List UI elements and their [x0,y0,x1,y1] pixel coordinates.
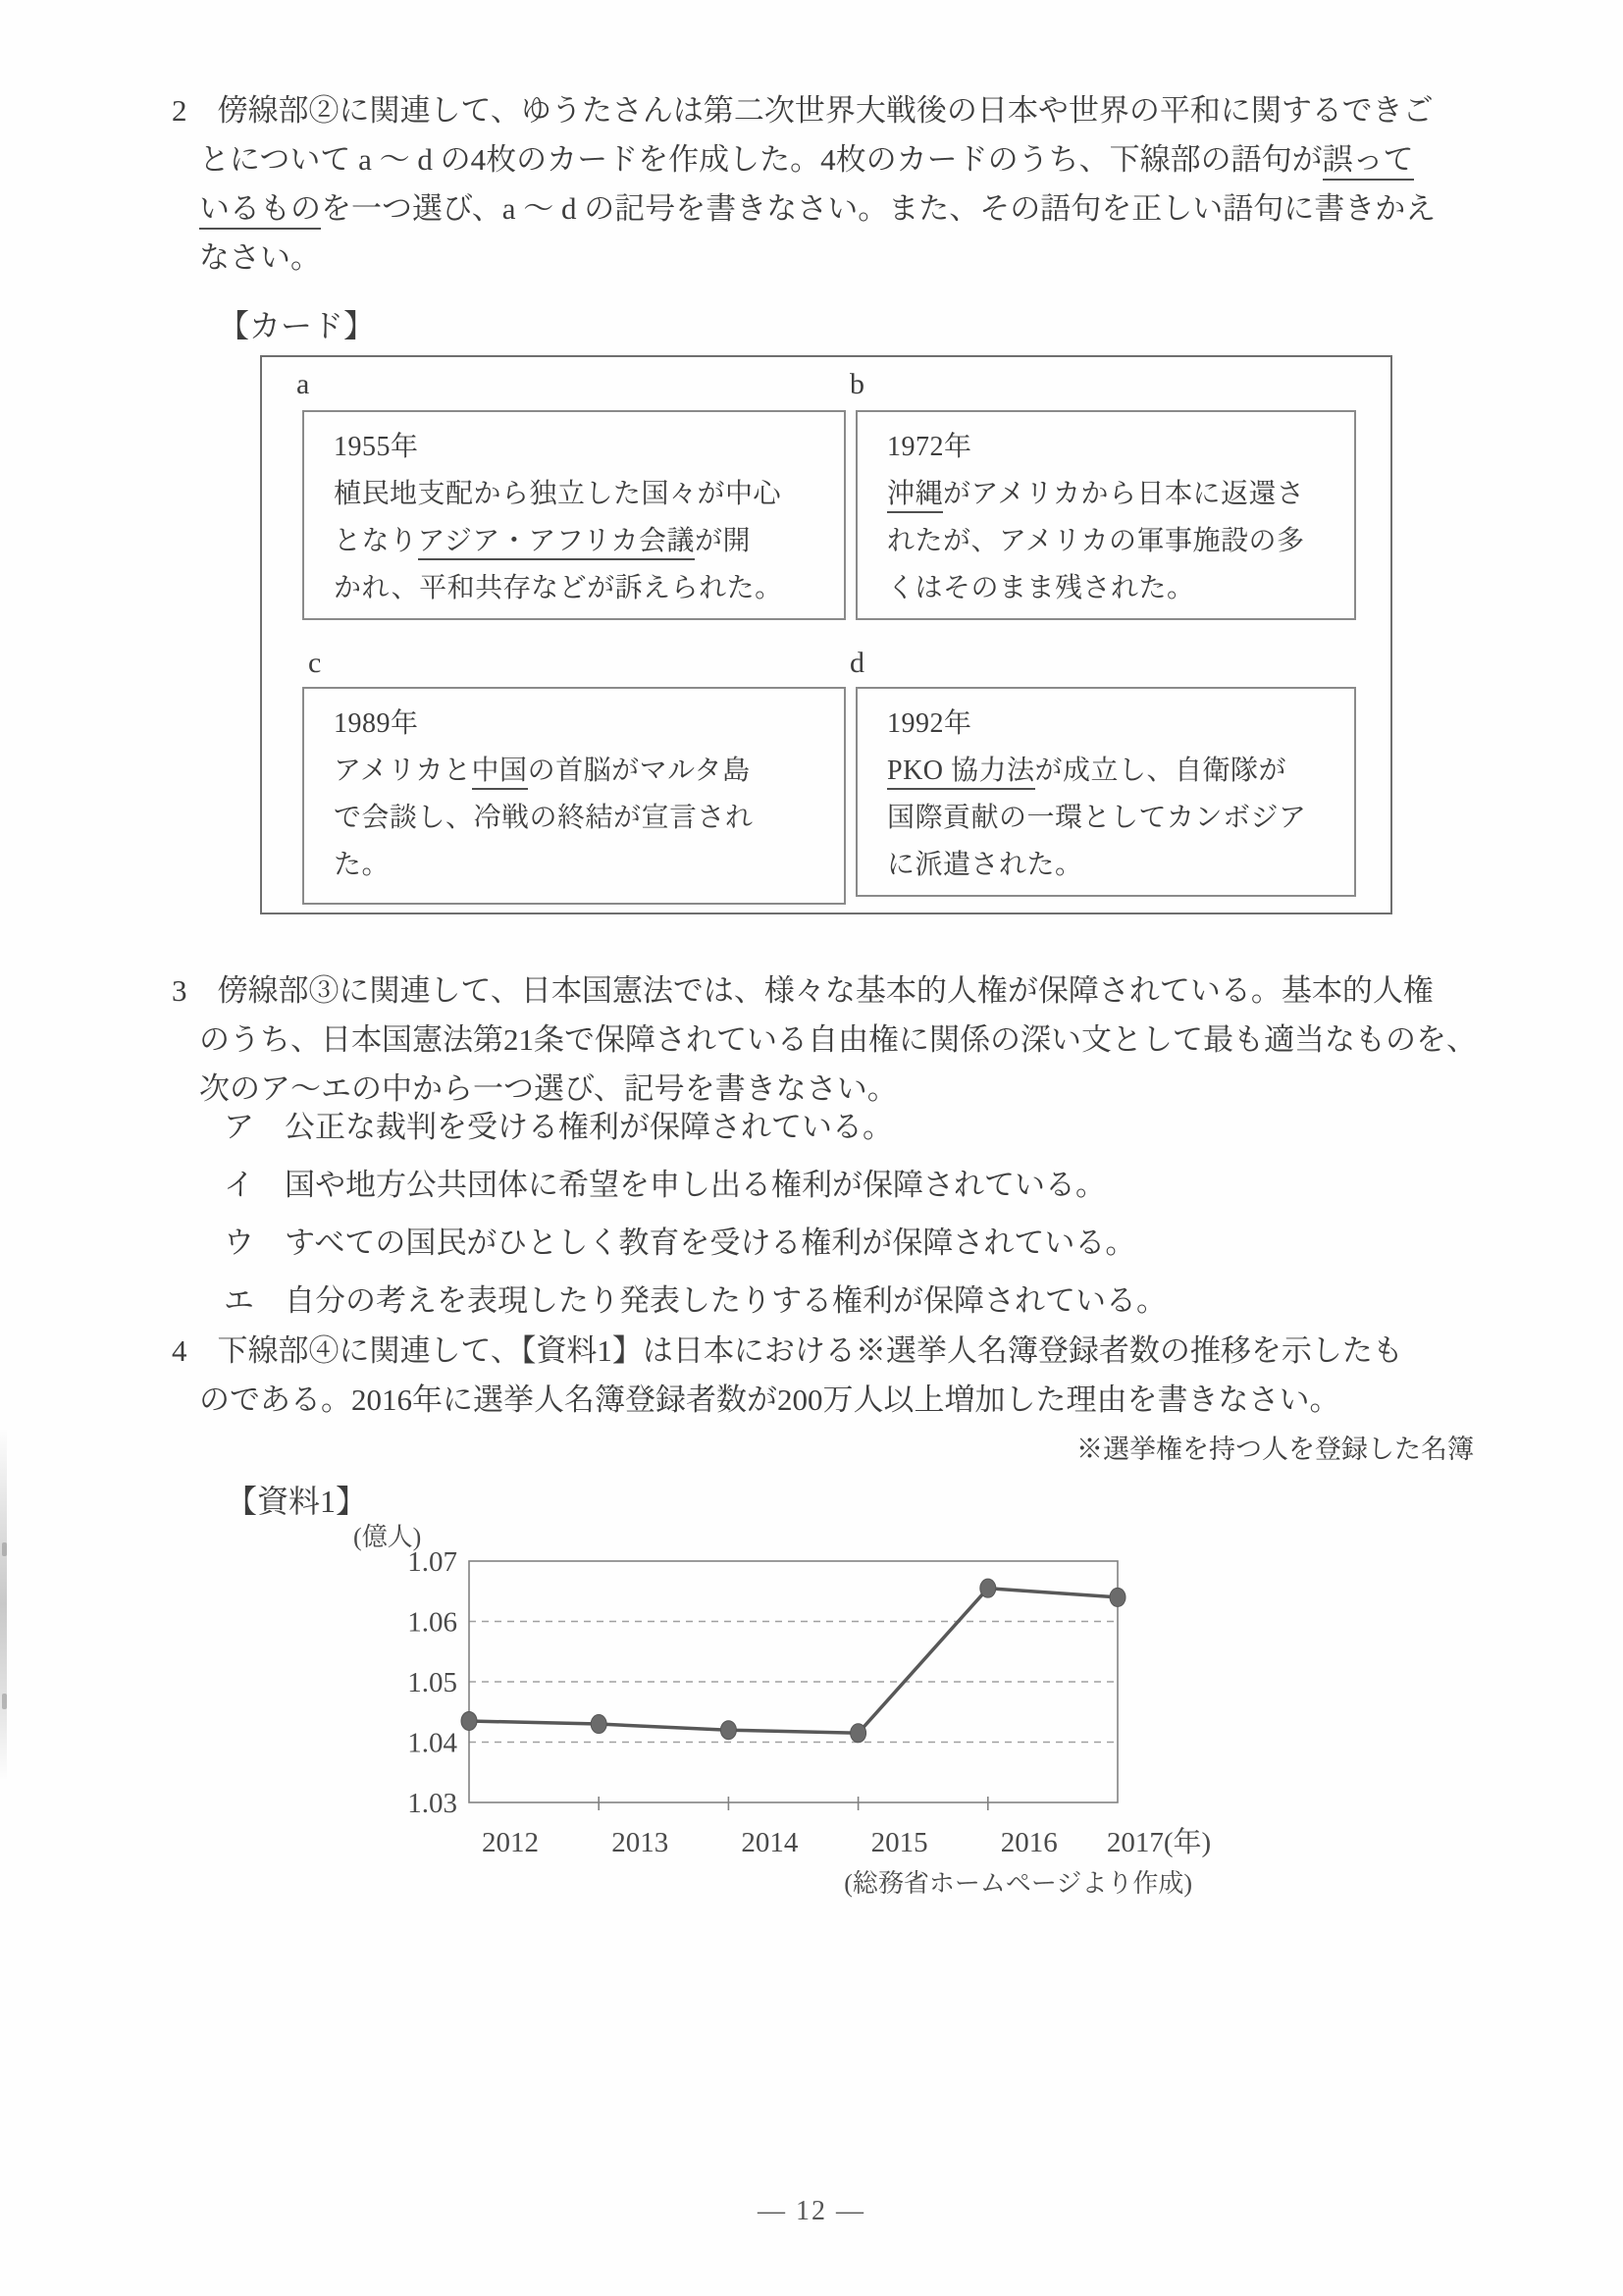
text-run: とについて a ～ d の4枚のカードを作成した。4枚のカードのうち、下線部の語句が [199,142,1323,177]
text-line [334,842,832,889]
underlined-term: 中国 [472,756,528,790]
card-body [887,471,1342,612]
text-run: アメリカと [334,756,472,786]
text-run: 2 傍線部②に関連して、ゆうたさんは第二次世界大戦後の日本や世界の平和に関するできご [172,93,1434,128]
data-point [461,1711,477,1730]
voter-registration-line-chart [294,1506,1227,1918]
card-body [334,471,832,612]
text-line [199,184,1436,234]
text-line [887,748,1342,795]
card-c-label: c [308,647,322,679]
text-line: 次のア～エの中から一つ選び、記号を書きなさい。 [199,1071,898,1106]
text-line [334,748,832,795]
x-tick-label: 2012 [482,1827,539,1858]
text-line [334,565,832,612]
y-tick-label: 1.07 [407,1546,457,1578]
underlined-term: アジア・アフリカ会議 [418,526,695,560]
text-line [199,135,1436,184]
card-year: 1972年 [887,432,972,462]
text-run: なさい。 [199,240,321,275]
data-point [1110,1588,1126,1606]
y-tick-label: 1.06 [407,1606,457,1639]
text-run: を一つ選び、a ～ d の記号を書きなさい。また、その語句を正しい語句に書きかえ [321,191,1437,226]
card-body [887,748,1342,889]
text-run: た。 [334,850,391,880]
question-4 [172,1327,1403,1425]
data-point [851,1724,866,1743]
x-tick-label: 2014 [741,1827,799,1858]
text-line: 4 下線部④に関連して、【資料1】は日本における※選挙人名簿登録者数の推移を示したも [172,1333,1403,1368]
underlined-term: 誤って [1323,142,1414,181]
data-point [591,1715,606,1734]
text-run: となり [334,526,418,556]
text-line [334,795,832,842]
text-line: のである。2016年に選挙人名簿登録者数が200万人以上増加した理由を書きなさい。 [199,1383,1340,1417]
data-point [720,1721,736,1740]
chart-title: 【資料1】 [226,1484,368,1519]
text-run: が成立し、自衛隊が [1034,756,1287,786]
text-line [887,471,1342,518]
x-tick-label: 2015 [870,1827,928,1858]
question-4-footnote: ※選挙権を持つ人を登録した名簿 [1076,1435,1474,1464]
text-run: れたが、アメリカの軍事施設の多 [887,526,1305,556]
text-run: の首脳がマルタ島 [527,756,751,786]
scan-artifact [0,1428,7,1781]
card-d-label: d [850,647,864,679]
data-line [469,1589,1118,1734]
data-point [980,1579,996,1597]
x-tick-label: 2016 [1000,1827,1058,1858]
text-run: が開 [695,526,752,556]
text-run: 植民地支配から独立した国々が中心 [334,479,782,509]
x-tick-label: 2013 [611,1827,669,1858]
text-line [334,471,832,518]
card-a-label: a [296,368,310,400]
option-i: イ 国や地方公共団体に希望を申し出る権利が保障されている。 [224,1168,1106,1202]
text-line [887,795,1342,842]
card-body [334,748,832,889]
text-run: かれ、平和共存などが訴えられた。 [334,573,783,603]
text-line [199,234,1436,283]
question-2 [172,86,1436,283]
card-a [302,410,846,620]
card-section-title: 【カード】 [218,308,376,343]
text-run: くはそのまま残された。 [887,573,1195,603]
card-year: 1989年 [334,708,419,739]
question-3 [172,966,1477,1114]
y-tick-label: 1.05 [407,1667,457,1698]
scan-artifact [2,1694,7,1709]
card-year: 1955年 [334,432,419,462]
card-year: 1992年 [887,708,972,739]
text-line: 3 傍線部③に関連して、日本国憲法では、様々な基本的人権が保障されている。基本的人権 [172,973,1434,1008]
chart-source: (総務省ホームページより作成) [844,1869,1192,1898]
text-line [172,86,1436,135]
card-b [856,410,1356,620]
text-line: のうち、日本国憲法第21条で保障されている自由権に関係の深い文として最も適当なものを、 [199,1022,1477,1057]
text-run: がアメリカから日本に返還さ [943,479,1305,509]
text-run: に派遣された。 [887,850,1083,880]
card-d [856,687,1356,897]
question-3-options [224,1103,1167,1334]
y-axis-unit-label: (億人) [353,1523,422,1551]
option-a: ア 公正な裁判を受ける権利が保障されている。 [224,1110,893,1144]
option-u: ウ すべての国民がひとしく教育を受ける権利が保障されている。 [224,1226,1136,1260]
x-tick-label: 2017(年) [1106,1827,1212,1858]
y-tick-label: 1.03 [407,1788,457,1819]
card-b-label: b [850,368,864,400]
text-run: で会談し、冷戦の終結が宣言され [334,803,754,833]
option-e: エ 自分の考えを表現したり発表したりする権利が保障されている。 [224,1283,1167,1318]
scan-artifact [2,1542,7,1556]
underlined-term: いるもの [199,191,321,230]
text-line [887,518,1342,565]
y-tick-label: 1.04 [407,1727,457,1759]
underlined-term: PKO 協力法 [887,756,1035,790]
text-line [334,518,832,565]
underlined-term: 沖縄 [887,479,943,513]
card-c [302,687,846,905]
text-line [887,842,1342,889]
page-number: — 12 — [758,2196,865,2226]
text-run: 国際貢献の一環としてカンボジア [887,803,1307,833]
text-line [887,565,1342,612]
